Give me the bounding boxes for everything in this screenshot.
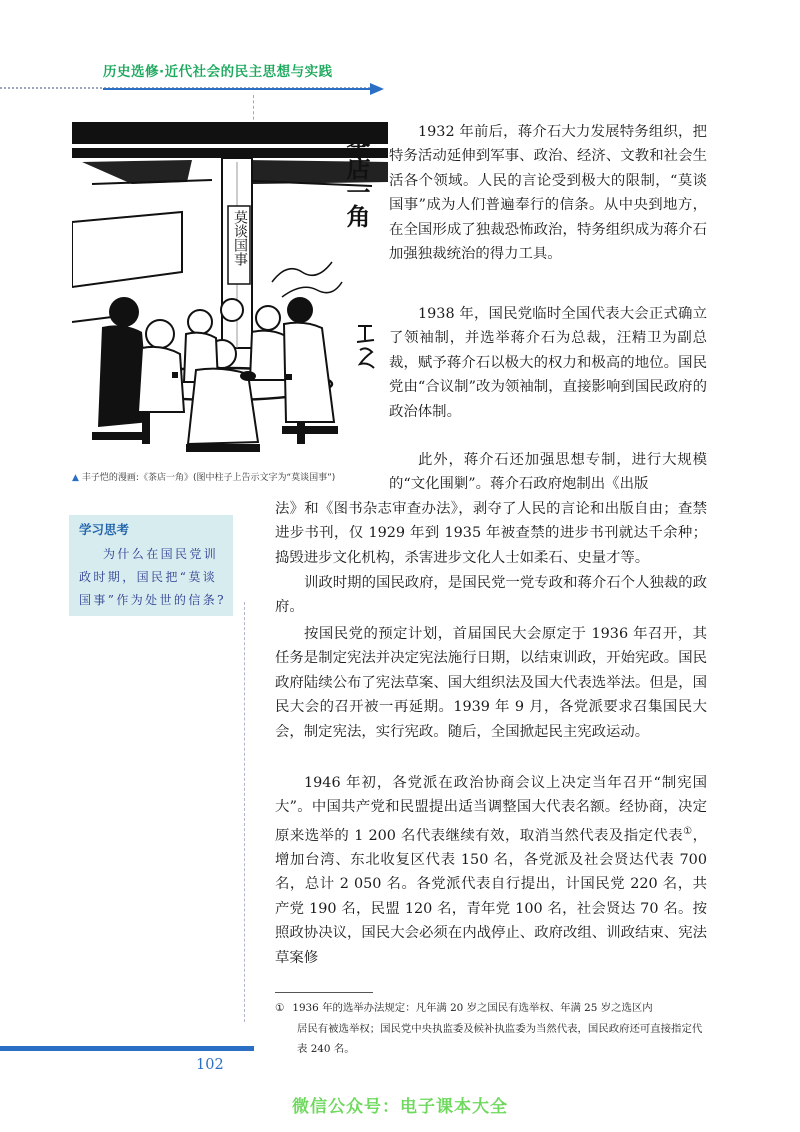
figure-caption-text: 丰子恺的漫画:《茶店一角》(图中柱子上告示文字为“莫谈国事”) [81, 473, 336, 483]
study-think-box [69, 515, 233, 616]
figure-caption [72, 470, 392, 483]
header-title: 历史选修·近代社会的民主思想与实践 [103, 64, 333, 80]
footnote-line-1: 1936 年的选举办法规定：凡年满 20 岁之国民有选举权、年满 25 岁之选区内 [292, 1002, 653, 1014]
study-question: 为什么在国民党训政时期，国民把“莫谈国事”作为处世的信条? [79, 547, 226, 607]
footnote-mark: ① [275, 1002, 285, 1014]
body-paragraph-4: 训政时期的国民政府，是国民党一党专政和蒋介石个人独裁的政府。 [275, 575, 707, 616]
header-arrow-icon [370, 83, 384, 95]
body-paragraph-3: 此外，蒋介石还加强思想专制，进行大规模的“文化围剿”。蒋介石政府炮制出《出版 [389, 452, 707, 493]
study-title: 学习思考 [79, 522, 130, 537]
body-paragraph-6 [275, 771, 707, 970]
footnote-rule [275, 992, 373, 993]
cartoon-title-handwriting: 茶店一角 [342, 132, 371, 228]
body-paragraph-5: 按国民党的预定计划，首届国民大会原定于 1936 年召开，其任务是制定宪法并决定宪法施行日期，以结束训政，开始宪政。国民政府陆续公布了宪法草案、国大组织法及国大代表选举法。但是，国民大会的召开被一再延期。1939 年 9 月，各党派要求召集国民大会，制定宪法，实行宪政。随后，全国掀起民主宪政运动。 [275, 626, 707, 740]
page-number: 102 [196, 1057, 224, 1073]
watermark-text: 微信公众号：电子课本大全 [292, 1097, 508, 1117]
body-paragraph-2: 1938 年，国民党临时全国代表大会正式确立了领袖制，并选举蒋介石为总裁，汪精卫为副总裁，赋予蒋介石以极大的权力和极高的地位。国民党由“合议制”改为领袖制，直接影响到国民政府的政治体制。 [389, 306, 707, 420]
caption-triangle-icon: ▲ [72, 473, 79, 483]
margin-dashed-rule [244, 602, 245, 1022]
cartoon-illustration [72, 122, 388, 462]
header-arrow-line [103, 88, 373, 90]
body-paragraph-6-part-b: ，增加台湾、东北收复区代表 150 名，各党派及社会贤达代表 700 名，总计 2 050 名。各党派代表自行提出，计国民党 220 名，共产党 190 名，民盟 120 名，青年党 100 名，社会贤达 70 名。按照政协决议，国民大会必须在内战停止、政府改组、训政结束、宪法草案修 [275, 827, 707, 966]
body-paragraph-1: 1932 年前后，蒋介石大力发展特务组织，把特务活动延伸到军事、政治、经济、文教和社会生活各个领域。人民的言论受到极大的限制，“莫谈国事”成为人们普遍奉行的信条。从中央到地方，在全国形成了独裁恐怖政治，特务组织成为蒋介石加强独裁统治的得力工具。 [389, 124, 707, 263]
footnote-ref[interactable]: ① [683, 825, 693, 837]
pillar-sign-text: 莫谈国事 [232, 210, 248, 266]
bottom-accent-bar [0, 1046, 254, 1051]
footnote-line-2: 居民有被选举权；国民党中央执监委及候补执监委为当然代表，国民政府还可直接指定代表 240 名。 [297, 1022, 703, 1055]
body-paragraph-3-continued: 法》和《图书杂志审查办法》，剥夺了人民的言论和出版自由；查禁进步书刊，仅 1929 年到 1935 年被查禁的进步书刊就达千余种；捣毁进步文化机构，杀害进步文化人士如柔石、史量才等。 [275, 501, 707, 566]
header-vertical-rule [253, 95, 254, 125]
artist-signature-icon [354, 322, 378, 372]
footnote [275, 998, 707, 1060]
body-paragraph-6-part-a: 1946 年初，各党派在政治协商会议上决定当年召开“制宪国大”。中国共产党和民盟提出适当调整国大代表名额。经协商，决定原来选举的 1 200 名代表继续有效，取消当然代表及指定代表 [275, 775, 707, 844]
